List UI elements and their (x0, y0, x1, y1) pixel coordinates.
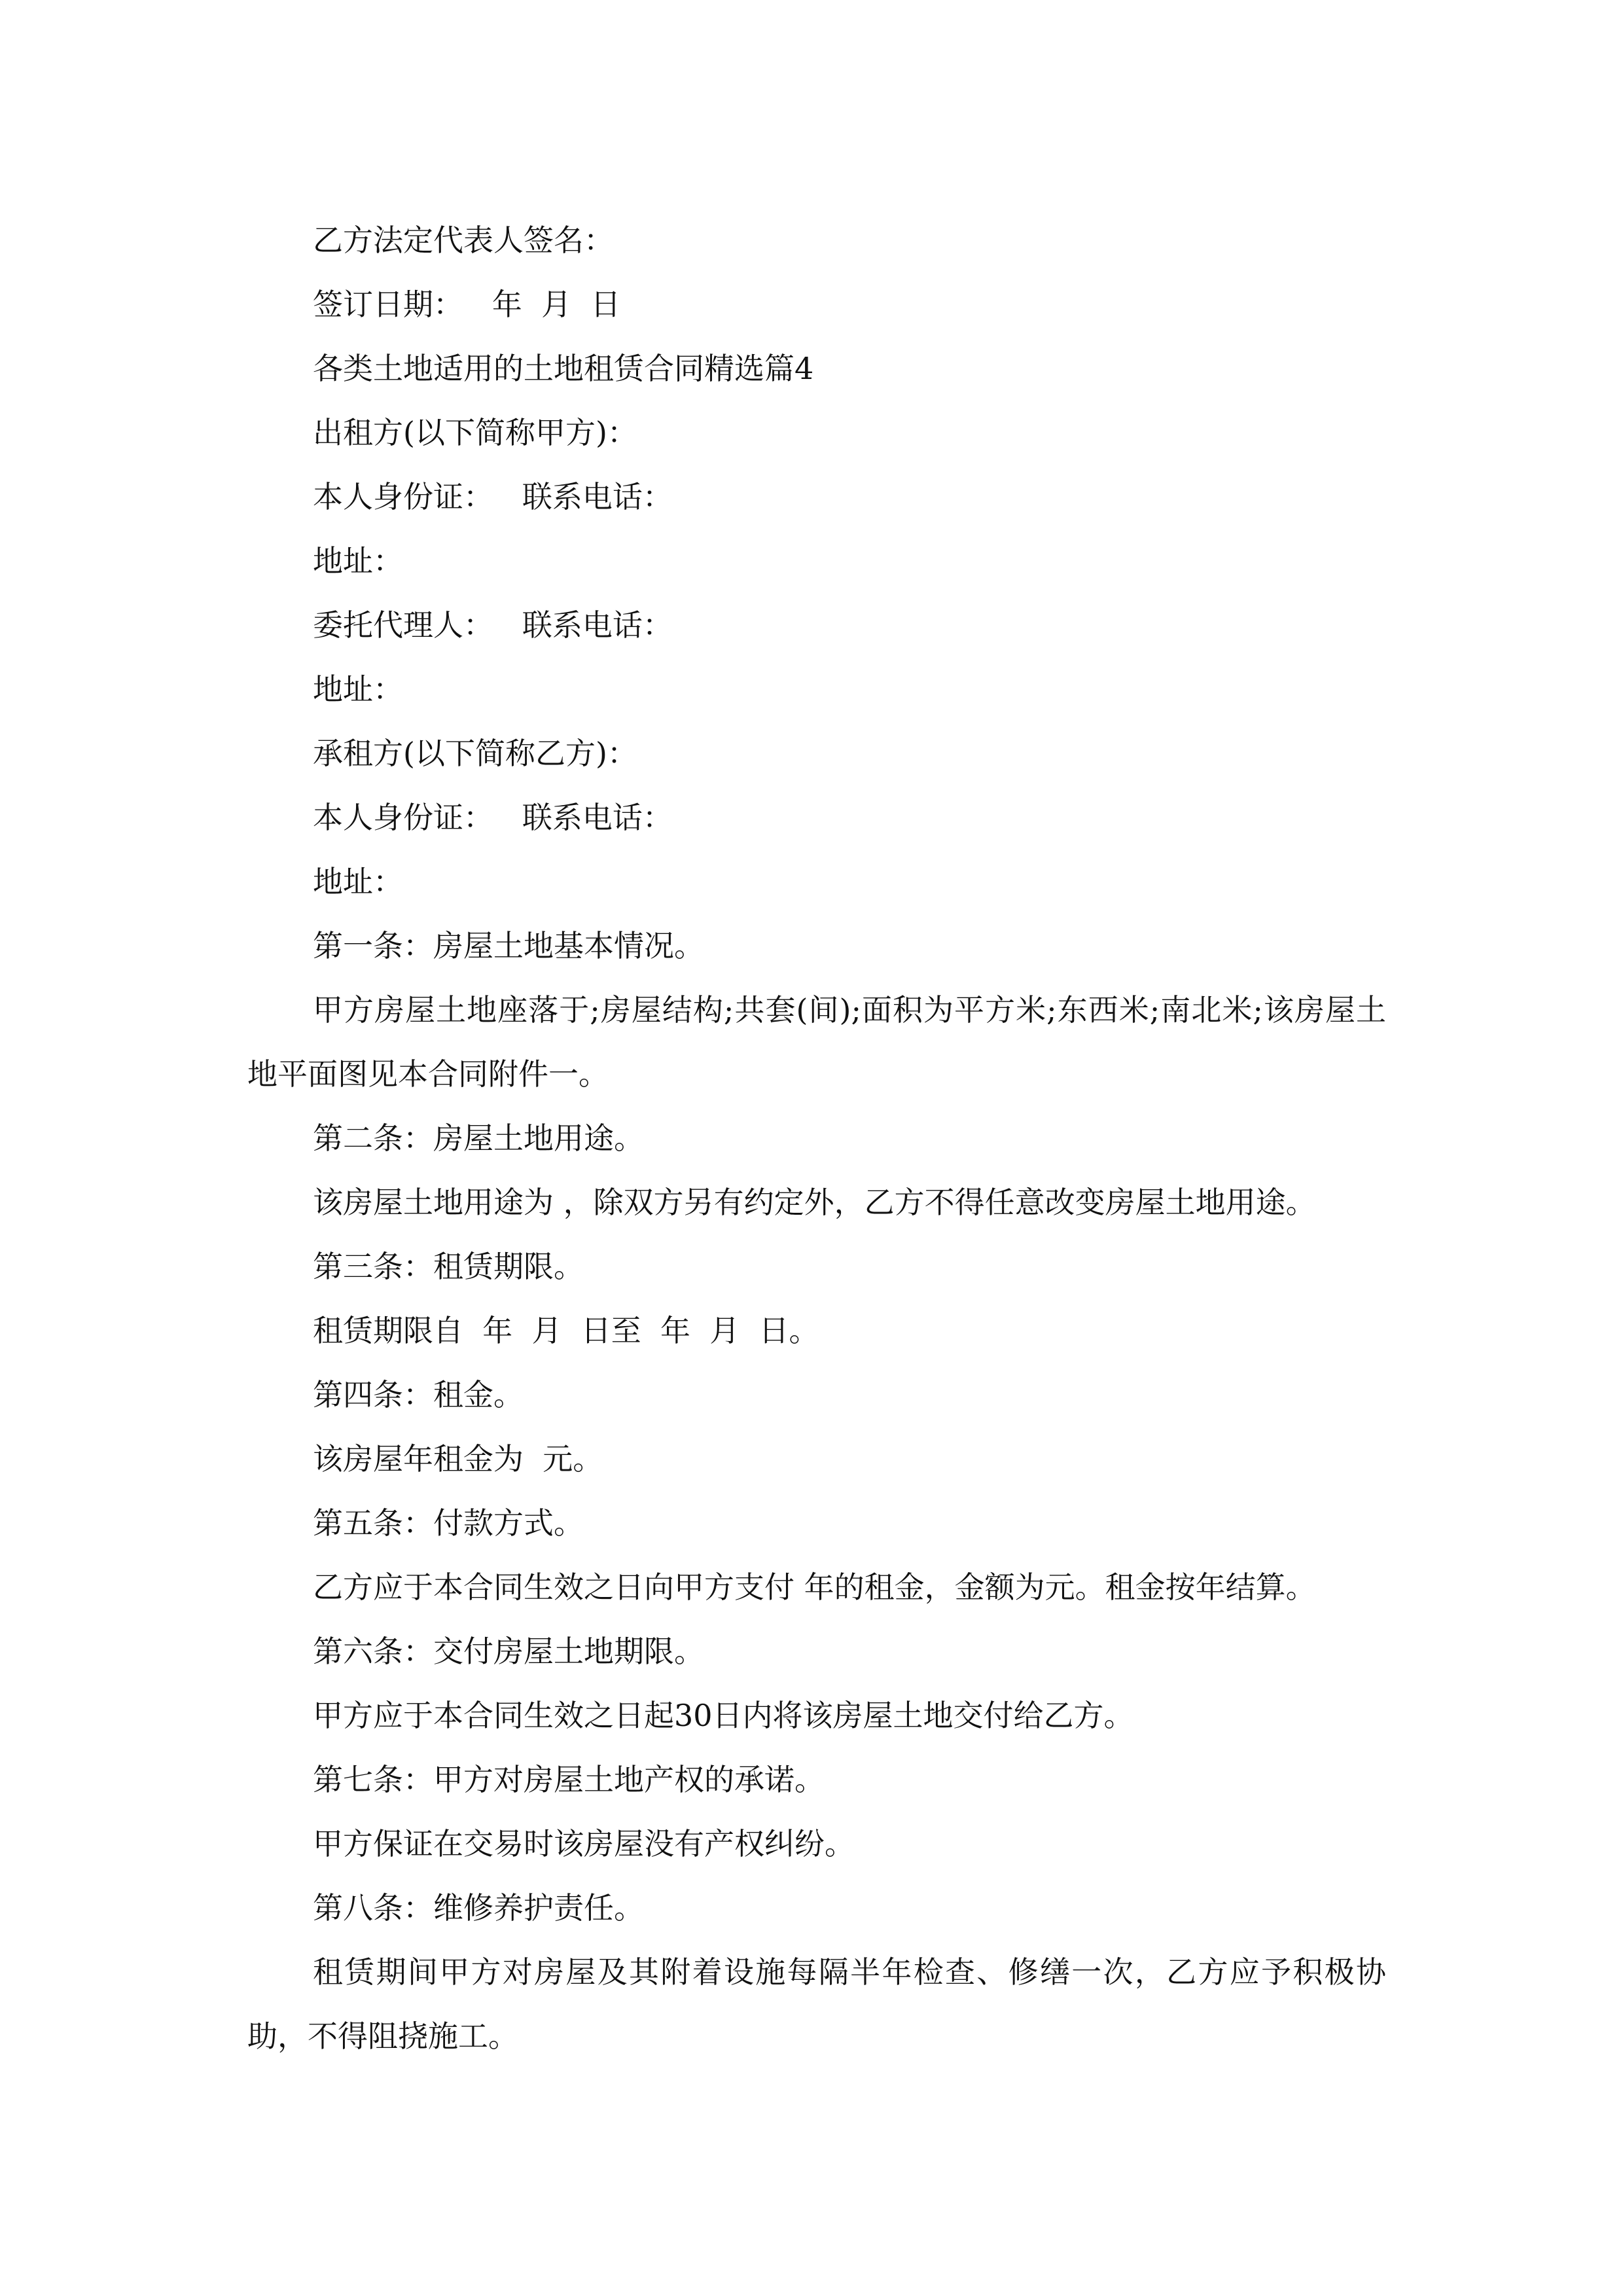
article-2-title: 第二条：房屋土地用途。 (313, 1121, 644, 1156)
article-1-title: 第一条：房屋土地基本情况。 (313, 928, 704, 963)
article-4-body: 该房屋年租金为 元。 (313, 1441, 603, 1477)
lessee-line: 承租方(以下简称乙方)： (313, 736, 637, 771)
article-5-body: 乙方应于本合同生效之日向甲方支付 年的租金，金额为元。租金按年结算。 (313, 1570, 1316, 1605)
article-3-body: 租赁期限自 年 月 日至 年 月 日。 (313, 1313, 819, 1348)
lessor-line: 出租方(以下简称甲方)： (313, 415, 637, 450)
article-8-title: 第八条：维修养护责任。 (313, 1890, 644, 1926)
section-heading: 各类土地适用的土地租赁合同精选篇4 (313, 351, 814, 386)
article-6-title: 第六条：交付房屋土地期限。 (313, 1634, 704, 1669)
article-6-body: 甲方应于本合同生效之日起30日内将该房屋土地交付给乙方。 (313, 1698, 1134, 1733)
article-7-body: 甲方保证在交易时该房屋没有产权纠纷。 (313, 1826, 855, 1861)
article-2-body: 该房屋土地用途为 ，除双方另有约定外，乙方不得任意改变房屋土地用途。 (313, 1185, 1316, 1220)
lessee-address-line: 地址： (313, 864, 403, 899)
article-3-title: 第三条：租赁期限。 (313, 1249, 584, 1284)
article-5-title: 第五条：付款方式。 (313, 1505, 584, 1541)
article-8-body: 租赁期间甲方对房屋及其附着设施每隔半年检查、修缮一次，乙方应予积极协助，不得阻挠施工。 (247, 1954, 1386, 2054)
lessor-id-phone-line: 本人身份证： 联系电话： (313, 479, 673, 514)
signing-date-line: 签订日期： 年 月 日 (313, 287, 621, 322)
lessee-id-phone-line: 本人身份证： 联系电话： (313, 800, 673, 835)
signature-line: 乙方法定代表人签名： (313, 223, 614, 258)
agent-phone-line: 委托代理人： 联系电话： (313, 607, 673, 643)
article-4-title: 第四条：租金。 (313, 1377, 524, 1412)
article-1-body: 甲方房屋土地座落于;房屋结构;共套(间);面积为平方米;东西米;南北米;该房屋土地平面图见本合同附件一。 (247, 992, 1386, 1092)
document-body (247, 208, 1386, 2068)
agent-address-line: 地址： (313, 672, 403, 707)
article-7-title: 第七条：甲方对房屋土地产权的承诺。 (313, 1762, 825, 1797)
lessor-address-line: 地址： (313, 543, 403, 579)
